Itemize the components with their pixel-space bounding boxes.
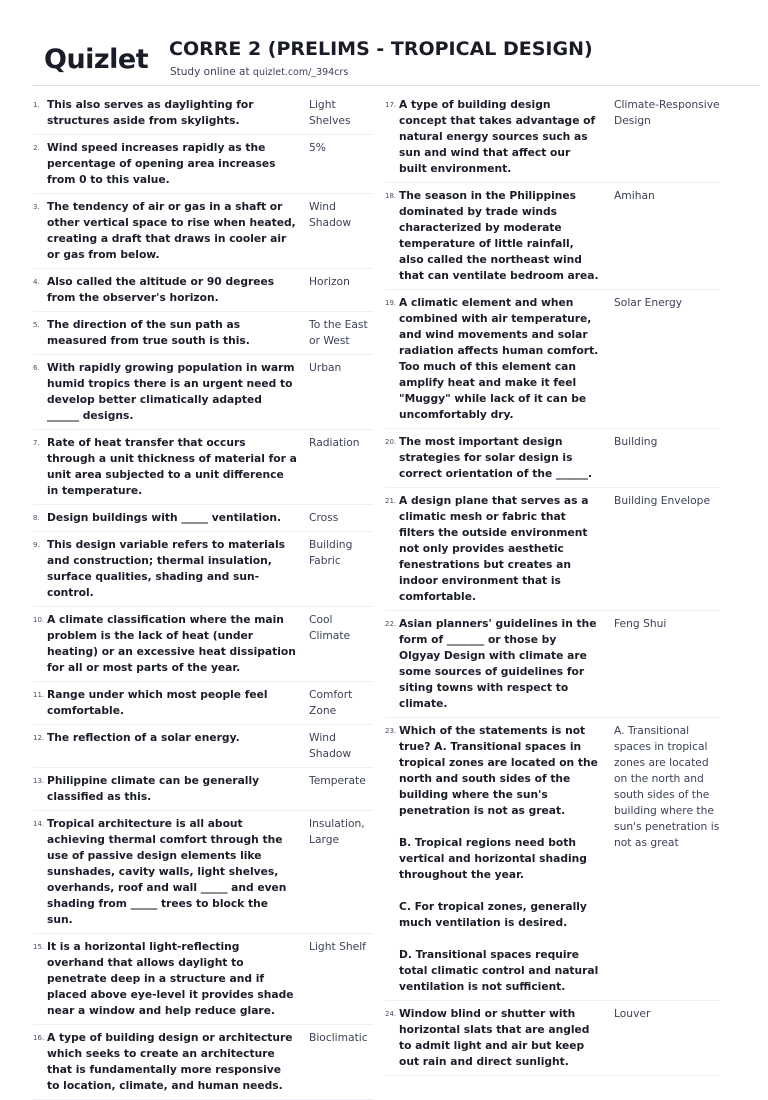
card-term [399,1006,614,1070]
card-term [399,97,614,177]
card-number: 24. [385,1010,397,1018]
card-definition: Feng Shui [614,617,667,630]
card-definition: Wind Shadow [309,200,352,229]
card-term-paragraph: Asian planners' guidelines in the form of _______ or those by Olgyay Design with climate are some sources of guidelines for siting towns with respect to climate. [399,617,597,710]
card-term [47,274,309,306]
card-definition: Comfort Zone [309,688,353,717]
card-term [47,939,309,1019]
card-definition: Horizon [309,275,350,288]
card-number: 10. [33,616,45,624]
card-term [47,317,309,349]
card-term-paragraph: Rate of heat transfer that occurs through a unit thickness of material for a unit area subjected to a unit difference in temperature. [47,436,297,497]
flashcard-row [385,611,720,718]
card-definition: Wind Shadow [309,731,352,760]
card-number: 20. [385,438,397,446]
card-definition: Louver [614,1007,651,1020]
flashcard-row [33,934,373,1025]
flashcard-row [385,1001,720,1076]
card-term [399,295,614,423]
flashcard-row [385,429,720,488]
card-number: 5. [33,321,40,329]
header-divider [33,85,760,86]
flashcard-row [33,1025,373,1100]
card-term-paragraph: D. Transitional spaces require total climatic control and natural ventilation is not sufficient. [399,948,599,993]
card-term-paragraph: The most important design strategies for solar design is correct orientation of the ______. [399,435,593,480]
card-definition: Building Fabric [309,538,353,567]
card-term-paragraph: The direction of the sun path as measured from true south is this. [47,318,250,347]
card-definition: Cross [309,511,339,524]
card-term [47,510,309,526]
card-term-paragraph: C. For tropical zones, generally much ventilation is desired. [399,900,587,929]
card-number: 1. [33,101,40,109]
card-term-paragraph: With rapidly growing population in warm humid tropics there is an urgent need to develop better climatically adapted ______ designs. [47,361,295,422]
flashcard-row [385,488,720,611]
card-term [47,1030,309,1094]
card-number: 3. [33,203,40,211]
card-number: 13. [33,777,45,785]
card-number: 21. [385,497,397,505]
card-number: 4. [33,278,40,286]
card-definition: Radiation [309,436,360,449]
card-number: 14. [33,820,45,828]
flashcard-row [33,505,373,532]
flashcard-row [33,355,373,430]
flashcard-row [33,811,373,934]
card-term [399,616,614,712]
flashcard-row [33,92,373,135]
card-term [47,435,309,499]
card-term-paragraph: The season in the Philippines dominated by trade winds characterized by moderate temperature of little rainfall, also called the northeast wind that can ventilate bedroom area. [399,189,599,282]
card-number: 9. [33,541,40,549]
card-term [47,360,309,424]
card-term [47,97,309,129]
card-term [47,199,309,263]
card-definition: 5% [309,141,326,154]
card-term-paragraph: This design variable refers to materials and construction; thermal insulation, surface qualities, shading and sun-control. [47,538,285,599]
card-number: 6. [33,364,40,372]
card-term [47,612,309,676]
card-term-paragraph: It is a horizontal light-reflecting overhand that allows daylight to penetrate deep in a structure and if placed above eye-level it provides shade near a window and help reduce glare. [47,940,294,1017]
card-definition: Building [614,435,658,448]
flashcard-row [33,607,373,682]
flashcard-row [385,718,720,1001]
card-term-paragraph: This also serves as daylighting for structures aside from skylights. [47,98,254,127]
card-number: 8. [33,514,40,522]
flashcard-row [33,682,373,725]
flashcard-row [33,135,373,194]
card-number: 18. [385,192,397,200]
card-number: 2. [33,144,40,152]
card-term [399,723,614,995]
flashcard-row [33,430,373,505]
card-term-paragraph: A climate classification where the main problem is the lack of heat (under heating) or an excessive heat dissipation for all or most parts of the year. [47,613,296,674]
card-term [47,816,309,928]
card-number: 19. [385,299,397,307]
quizlet-logo: Quizlet [44,44,149,75]
card-number: 7. [33,439,40,447]
card-number: 11. [33,691,45,699]
card-number: 15. [33,943,45,951]
card-definition: Insulation, Large [309,817,365,846]
card-term-paragraph: Wind speed increases rapidly as the percentage of opening area increases from 0 to this value. [47,141,276,186]
flashcard-row [33,269,373,312]
card-term-paragraph: A design plane that serves as a climatic mesh or fabric that filters the outside environment not only provides aesthetic fenestrations but creates an indoor environment that is comfortable. [399,494,589,603]
set-title: CORRE 2 (PRELIMS - TROPICAL DESIGN) [169,38,593,60]
card-term-paragraph: Range under which most people feel comfortable. [47,688,268,717]
card-definition: Building Envelope [614,494,711,507]
card-term-paragraph: B. Tropical regions need both vertical and horizontal shading throughout the year. [399,836,587,881]
card-number: 22. [385,620,397,628]
card-term-paragraph: Which of the statements is not true? A. Transitional spaces in tropical zones are located on the north and south sides of the building where the sun's penetration is not as great. [399,724,598,817]
card-term [47,730,309,762]
card-term-paragraph: A climatic element and when combined with air temperature, and wind movements and solar radiation affects human comfort. Too much of this element can amplify heat and make it feel "Muggy" while lack of it can be uncomfortably dry. [399,296,599,421]
card-definition: To the East or West [309,318,368,347]
flashcard-row [385,92,720,183]
card-definition: Light Shelf [309,940,366,953]
card-definition: Bioclimatic [309,1031,368,1044]
card-term [399,493,614,605]
card-definition: Amihan [614,189,655,202]
card-definition: Cool Climate [309,613,351,642]
card-definition: Light Shelves [309,98,351,127]
card-number: 12. [33,734,45,742]
flashcard-row [385,183,720,290]
card-definition: Climate-Responsive Design [614,98,720,127]
right-card-column [385,92,720,1076]
card-term [47,773,309,805]
card-definition: Urban [309,361,342,374]
flashcard-row [385,290,720,429]
card-definition: Temperate [309,774,366,787]
card-number: 23. [385,727,397,735]
card-term-paragraph: Window blind or shutter with horizontal slats that are angled to admit light and air but keep out rain and direct sunlight. [399,1007,590,1068]
card-term [47,537,309,601]
card-term-paragraph: The tendency of air or gas in a shaft or other vertical space to rise when heated, creating a draft that draws in cooler air or gas from below. [47,200,296,261]
card-term-paragraph: Design buildings with _____ ventilation. [47,511,282,524]
study-online-label: Study online at [170,66,253,78]
card-number: 17. [385,101,397,109]
flashcard-row [33,532,373,607]
flashcard-row [33,312,373,355]
page-header [44,36,748,88]
study-online-line [170,66,348,78]
card-term-paragraph: Also called the altitude or 90 degrees from the observer's horizon. [47,275,275,304]
flashcard-row [33,194,373,269]
card-term-paragraph: Philippine climate can be generally classified as this. [47,774,260,803]
left-card-column [33,92,373,1100]
card-term-paragraph: Tropical architecture is all about achieving thermal comfort through the use of passive design elements like sunshades, cavity walls, light shelves, overhands, roof and wall _____ and even shading from _____ trees to block the sun. [47,817,287,926]
flashcard-row [33,725,373,768]
set-url-link[interactable]: quizlet.com/_394crs [252,67,349,78]
card-term-paragraph: The reflection of a solar energy. [47,731,240,744]
card-term-paragraph: A type of building design concept that takes advantage of natural energy sources such as sun and wind that affect our built environment. [399,98,596,175]
card-definition: Solar Energy [614,296,683,309]
card-term [47,687,309,719]
card-term-paragraph: A type of building design or architecture which seeks to create an architecture that is fundamentally more responsive to location, climate, and human needs. [47,1031,293,1092]
card-definition: A. Transitional spaces in tropical zones are located on the north and south sides of the building where the sun's penetration is not as great [614,724,720,849]
card-term [399,188,614,284]
card-term [399,434,614,482]
card-term [47,140,309,188]
flashcard-row [33,768,373,811]
card-number: 16. [33,1034,45,1042]
